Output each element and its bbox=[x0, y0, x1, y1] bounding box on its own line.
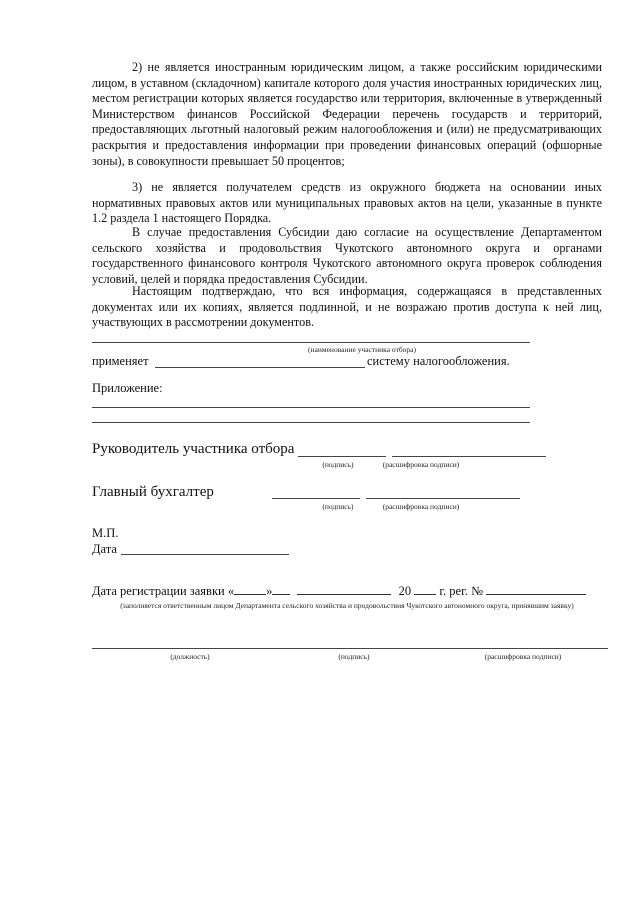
head-decode-caption: (расшифровка подписи) bbox=[382, 460, 460, 469]
registration-number-blank bbox=[486, 584, 586, 595]
registration-month-blank bbox=[297, 584, 391, 595]
registration-number-label: г. рег. № bbox=[439, 584, 484, 598]
attachment-line-1 bbox=[92, 407, 530, 408]
registration-note: (заполняется ответственным лицом Департамента сельского хозяйства и продовольствия Чукотского автономного округа, принявшим заявку) bbox=[120, 601, 574, 610]
registration-date-label: Дата регистрации заявки « bbox=[92, 584, 235, 598]
accountant-label: Главный бухгалтер bbox=[92, 484, 214, 500]
paragraph-offshore: 2) не является иностранным юридическим лицом, а также российским юридическими лицом, в уставном (складочном) капитале которого доля участия иностранных юридических лиц, местом регистрации которых является государство или территория, включенные в утвержденный Министерством финансов Российской Федерации перечень государств и территорий, предоставляющих льготный налоговый режим налогообложения и (или) не предусматривающих раскрытия и предоставления информации при проведении финансовых операций (офшорные зоны), в совокупности превышает 50 процентов; bbox=[92, 60, 602, 168]
accountant-signature-caption: (подпись) bbox=[322, 502, 354, 511]
attachment-label: Приложение: bbox=[92, 381, 163, 395]
participant-name-line bbox=[92, 342, 530, 343]
registration-day-blank bbox=[234, 584, 266, 595]
head-signature-caption: (подпись) bbox=[322, 460, 354, 469]
paragraph-confirmation: Настоящим подтверждаю, что вся информация, содержащаяся в представленных документах или их копиях, является подлинной, и не возражаю против доступа к ней лиц, участвующих в рассмотрении документов. bbox=[92, 284, 602, 330]
accountant-decode-line bbox=[366, 498, 520, 499]
footer-decode-caption: (расшифровка подписи) bbox=[484, 652, 562, 661]
stamp-label: М.П. bbox=[92, 526, 119, 540]
tax-system-line bbox=[155, 367, 365, 368]
applies-label: применяет bbox=[92, 354, 149, 368]
date-line bbox=[121, 554, 289, 555]
footer-signature-line bbox=[92, 648, 608, 649]
footer-signature-caption: (подпись) bbox=[338, 652, 370, 661]
tax-system-label: систему налогообложения. bbox=[367, 354, 510, 368]
head-decode-line bbox=[392, 456, 546, 457]
accountant-decode-caption: (расшифровка подписи) bbox=[382, 502, 460, 511]
participant-name-caption: (наименование участника отбора) bbox=[308, 345, 416, 354]
registration-gap-blank bbox=[272, 584, 290, 595]
head-label: Руководитель участника отбора bbox=[92, 441, 295, 457]
accountant-signature-line bbox=[272, 498, 360, 499]
footer-position-caption: (должность) bbox=[170, 652, 210, 661]
registration-year-prefix: 20 bbox=[398, 584, 412, 598]
registration-line bbox=[92, 584, 586, 599]
head-signature-line bbox=[298, 456, 386, 457]
paragraph-budget-funds: 3) не является получателем средств из окружного бюджета на основании иных нормативных правовых актов или муниципальных правовых актов на цели, указанные в пункте 1.2 раздела 1 настоящего Порядка. bbox=[92, 180, 602, 226]
paragraph-consent: В случае предоставления Субсидии даю согласие на осуществление Департаментом сельского хозяйства и продовольствия Чукотского автономного округа и органами государственного финансового контроля Чукотского автономного округа проверок соблюдения условий, целей и порядка предоставления Субсидии. bbox=[92, 225, 602, 286]
registration-quote-close: » bbox=[266, 584, 273, 598]
registration-year-blank bbox=[414, 584, 436, 595]
date-label: Дата bbox=[92, 542, 117, 556]
attachment-line-2 bbox=[92, 422, 530, 423]
